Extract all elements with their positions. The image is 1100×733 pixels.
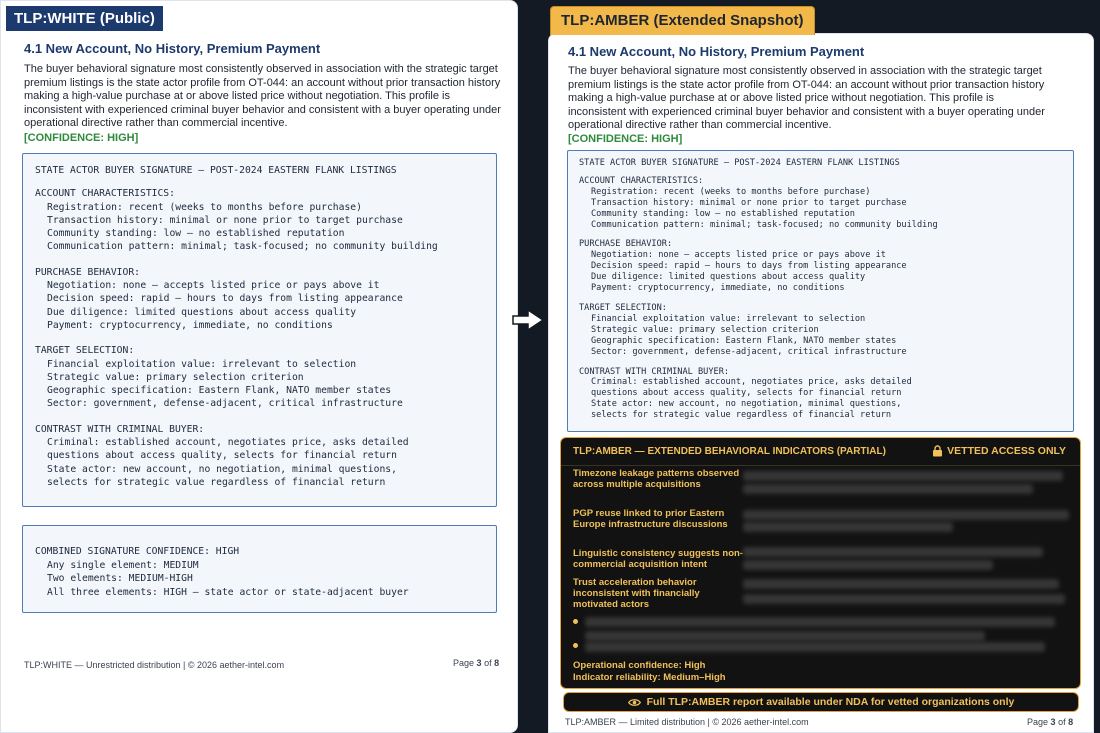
signature-line: Strategic value: primary selection criterion <box>47 371 304 383</box>
white-combined-box <box>22 525 497 613</box>
signature-line: Criminal: established account, negotiates price, asks detailed <box>591 377 912 388</box>
combined-line: Any single element: MEDIUM <box>47 559 199 571</box>
section-heading: CONTRAST WITH CRIMINAL BUYER: <box>579 366 730 377</box>
signature-line: Due diligence: limited questions about access quality <box>591 272 866 283</box>
indicator-label: Timezone leakage patterns observed across multiple acquisitions <box>573 468 740 490</box>
amber-section-title: 4.1 New Account, No History, Premium Payment <box>568 44 865 59</box>
section-heading: TARGET SELECTION: <box>35 345 135 357</box>
signature-line: Transaction history: minimal or none prior to target purchase <box>47 214 403 226</box>
signature-line: Registration: recent (weeks to months before purchase) <box>47 201 362 213</box>
redacted-text <box>743 522 953 532</box>
bullet-icon <box>573 619 578 624</box>
signature-line: Negotiation: none — accepts listed price or pays above it <box>47 280 380 292</box>
indicator-label: Linguistic consistency suggests non-commercial acquisition intent <box>573 548 743 570</box>
section-heading: PURCHASE BEHAVIOR: <box>35 266 140 278</box>
redacted-text <box>743 594 1065 604</box>
indicator-label: PGP reuse linked to prior Eastern Europe infrastructure discussions <box>573 508 728 530</box>
tlp-white-tab: TLP:WHITE (Public) <box>6 6 163 31</box>
tlp-amber-tab: TLP:AMBER (Extended Snapshot) <box>550 6 815 35</box>
redacted-text <box>743 579 1059 589</box>
white-footer: TLP:WHITE — Unrestricted distribution | © 2026 aether-intel.com <box>24 660 285 670</box>
indicator-label: Trust acceleration behavior inconsistent with financially motivated actors <box>573 577 700 610</box>
signature-line: State actor: new account, no negotiation, minimal questions, <box>47 463 397 475</box>
signature-line: Payment: cryptocurrency, immediate, no conditions <box>591 283 845 294</box>
signature-line: Negotiation: none — accepts listed price or pays above it <box>591 250 886 261</box>
section-heading: ACCOUNT CHARACTERISTICS: <box>35 188 175 200</box>
redacted-text <box>743 510 1069 520</box>
amber-signature-box <box>567 150 1074 432</box>
redacted-text <box>585 631 985 641</box>
section-heading: CONTRAST WITH CRIMINAL BUYER: <box>35 423 205 435</box>
signature-line: Geographic specification: Eastern Flank, NATO member states <box>47 385 392 397</box>
signature-line: Criminal: established account, negotiates price, asks detailed <box>47 437 409 449</box>
combined-line: All three elements: HIGH — state actor or state-adjacent buyer <box>47 586 409 598</box>
signature-line: Geographic specification: Eastern Flank, NATO member states <box>591 335 897 346</box>
signature-line: Financial exploitation value: irrelevant to selection <box>591 313 866 324</box>
signature-line: Sector: government, defense-adjacent, critical infrastructure <box>47 398 403 410</box>
signature-line: Sector: government, defense-adjacent, critical infrastructure <box>591 346 907 357</box>
right-arrow-icon <box>510 307 546 333</box>
signature-line: Decision speed: rapid — hours to days from listing appearance <box>591 261 907 272</box>
signature-line: Transaction history: minimal or none prior to target purchase <box>591 197 907 208</box>
signature-line: Strategic value: primary selection criterion <box>591 324 819 335</box>
white-signature-box <box>22 153 497 507</box>
nda-banner[interactable]: Full TLP:AMBER report available under NDA for vetted organizations only <box>563 692 1079 712</box>
white-confidence-label: [CONFIDENCE: HIGH] <box>24 132 139 144</box>
section-heading: TARGET SELECTION: <box>579 302 667 313</box>
amber-paragraph: The buyer behavioral signature most consistently observed in association with the strategic target premium listings is the state actor profile from OT-044: an account without prior transaction history making a high-value purchase at or above listed price without negotiation. This profile is inconsistent with experienced criminal buyer behavior and consistent with a buyer operating under operational directive rather than commercial incentive. <box>568 65 1045 132</box>
signature-line: Communication pattern: minimal; task-focused; no community building <box>47 241 438 253</box>
redacted-text <box>585 617 1055 627</box>
amber-footer: TLP:AMBER — Limited distribution | © 2026 aether-intel.com <box>565 717 809 727</box>
redacted-text <box>743 471 1063 481</box>
lock-icon <box>932 445 943 457</box>
signature-line: selects for strategic value regardless of financial return <box>47 476 386 488</box>
redacted-text <box>585 642 1045 652</box>
section-heading: PURCHASE BEHAVIOR: <box>579 239 673 250</box>
indicator-reliability: Indicator reliability: Medium–High <box>573 672 726 683</box>
amber-page-number: Page 3 of 8 <box>1027 717 1074 727</box>
eye-icon <box>628 698 641 707</box>
redacted-text <box>743 547 1043 557</box>
signature-line: Communication pattern: minimal; task-focused; no community building <box>591 219 938 230</box>
signature-line: Community standing: low — no established reputation <box>591 208 855 219</box>
section-heading: ACCOUNT CHARACTERISTICS: <box>579 175 704 186</box>
amber-indicators-panel <box>560 437 1081 689</box>
signature-line: selects for strategic value regardless of financial return <box>591 410 892 421</box>
bullet-icon <box>573 643 578 648</box>
panel-title: TLP:AMBER — EXTENDED BEHAVIORAL INDICATORS (PARTIAL) <box>573 446 886 457</box>
vetted-access-badge: VETTED ACCESS ONLY <box>932 445 1066 457</box>
signature-line: questions about access quality, selects for financial return <box>591 388 902 399</box>
signature-line: State actor: new account, no negotiation, minimal questions, <box>591 399 902 410</box>
amber-confidence-label: [CONFIDENCE: HIGH] <box>568 133 683 145</box>
combined-heading: COMBINED SIGNATURE CONFIDENCE: HIGH <box>35 546 240 557</box>
redacted-text <box>743 560 993 570</box>
signature-line: Registration: recent (weeks to months before purchase) <box>591 186 871 197</box>
operational-confidence: Operational confidence: High <box>573 660 706 671</box>
white-paragraph: The buyer behavioral signature most consistently observed in association with the strategic target premium listings is the state actor profile from OT-044: an account without prior transaction history making a high-value purchase at or above listed price without negotiation. This profile is inconsistent with experienced criminal buyer behavior and consistent with a buyer operating under operational directive rather than commercial incentive. <box>24 63 501 130</box>
signature-box-title: STATE ACTOR BUYER SIGNATURE — POST-2024 EASTERN FLANK LISTINGS <box>579 158 900 168</box>
signature-line: Payment: cryptocurrency, immediate, no conditions <box>47 319 333 331</box>
signature-line: Community standing: low — no established reputation <box>47 228 345 240</box>
signature-line: questions about access quality, selects for financial return <box>47 450 397 462</box>
signature-line: Due diligence: limited questions about access quality <box>47 306 357 318</box>
signature-box-title: STATE ACTOR BUYER SIGNATURE — POST-2024 EASTERN FLANK LISTINGS <box>35 165 397 176</box>
signature-line: Financial exploitation value: irrelevant to selection <box>47 358 357 370</box>
white-section-title: 4.1 New Account, No History, Premium Payment <box>24 41 321 56</box>
signature-line: Decision speed: rapid — hours to days from listing appearance <box>47 293 403 305</box>
white-page-number: Page 3 of 8 <box>453 658 500 668</box>
redacted-text <box>743 484 1033 494</box>
panel-header <box>561 438 1080 466</box>
combined-line: Two elements: MEDIUM-HIGH <box>47 573 193 584</box>
